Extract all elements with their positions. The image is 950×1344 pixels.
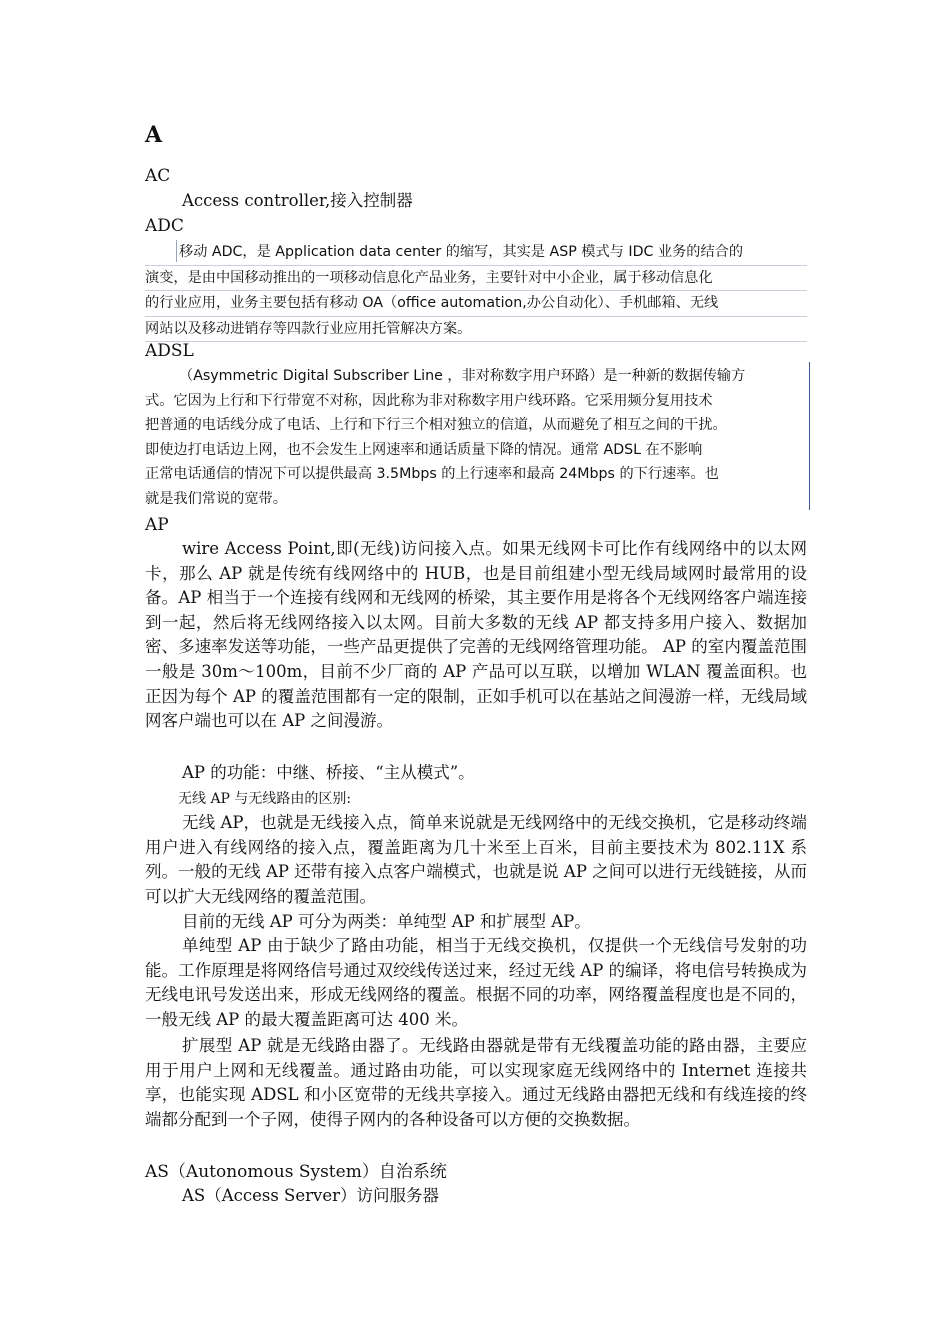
ap-extended-type: 扩展型 AP 就是无线路由器了。无线路由器就是带有无线覆盖功能的路由器，主要应用于用户上网和无线覆盖。通过路由功能，可以实现家庭无线网络中的 Internet 连接共享，也能实现 ADSL 和小区宽带的无线共享接入。通过无线路由器把无线和有线连接的终端都分配到一个子网，使得子网内的各种设备可以方便的交换数据。 — [145, 1036, 807, 1129]
term-ac: AC — [145, 166, 171, 186]
section-letter: A — [145, 122, 163, 148]
adc-line: 的行业应用，业务主要包括有移动 OA（office automation,办公自动化）、手机邮箱、无线 — [145, 291, 807, 317]
ap-difference-para: 无线 AP，也就是无线接入点，简单来说就是无线网络中的无线交换机，它是移动终端用户进入有线网络的接入点，覆盖距离为几十米至上百米，目前主要技术为 802.11X 系列。一般的无线 AP 还带有接入点客户端模式，也就是说 AP 之间可以进行无线链接，从而可以扩大无线网络的覆盖范围。 — [145, 813, 807, 906]
ap-difference-title: 无线 AP 与无线路由的区别: — [178, 791, 352, 807]
adc-line: 网站以及移动进销存等四款行业应用托管解决方案。 — [145, 317, 807, 343]
definition-ap: wire Access Point,即(无线)访问接入点。如果无线网卡可比作有线网络中的以太网卡，那么 AP 就是传统有线网络中的 HUB，也是目前组建小型无线局域网时最常用的设备。AP 相当于一个连接有线网和无线网的桥梁，其主要作用是将各个无线网络客户端连接到一起，然后将无线网络接入以太网。目前大多数的无线 AP 都支持多用户接入、数据加密、多速率发送等功能，一些产品更提供了完善的无线网络管理功能。 AP 的室内覆盖范围一般是 30m～100m，目前不少厂商的 AP 产品可以互联，以增加 WLAN 覆盖面积。也正因为每个 AP 的覆盖范围都有一定的限制，正如手机可以在基站之间漫游一样，无线局域网客户端也可以在 AP 之间漫游。 — [145, 539, 807, 731]
adc-line: 移动 ADC，是 Application data center 的缩写，其实是 ASP 模式与 IDC 业务的结合的 — [145, 240, 807, 266]
adsl-line: 式。它因为上行和下行带宽不对称，因此称为非对称数字用户线环路。它采用频分复用技术 — [145, 392, 713, 409]
ap-simple-type: 单纯型 AP 由于缺少了路由功能，相当于无线交换机，仅提供一个无线信号发射的功能。工作原理是将网络信号通过双绞线传送过来，经过无线 AP 的编译，将电信号转换成为无线电讯号发送出来，形成无线网络的覆盖。根据不同的功率，网络覆盖程度也是不同的，一般无线 AP 的最大覆盖距离可达 400 米。 — [145, 936, 807, 1029]
adsl-line: 即使边打电话边上网，也不会发生上网速率和通话质量下降的情况。通常 ADSL 在不影响 — [145, 441, 703, 458]
adsl-line: 正常电话通信的情况下可以提供最高 3.5Mbps 的上行速率和最高 24Mbps 的下行速率。也 — [145, 466, 719, 483]
term-adc: ADC — [145, 216, 184, 236]
adc-line: 演变，是由中国移动推出的一项移动信息化产品业务，主要针对中小企业，属于移动信息化 — [145, 266, 807, 292]
adsl-change-bar — [809, 362, 810, 510]
definition-ac: Access controller,接入控制器 — [182, 191, 413, 210]
adsl-line: 把普通的电话线分成了电话、上行和下行三个相对独立的信道，从而避免了相互之间的干扰。 — [145, 417, 727, 434]
term-adsl: ADSL — [145, 341, 194, 361]
adsl-line: （Asymmetric Digital Subscriber Line ，非对称数字用户环路）是一种新的数据传输方 — [179, 368, 746, 384]
definition-adsl — [145, 364, 807, 512]
ap-functions: AP 的功能：中继、桥接、“主从模式”。 — [182, 763, 475, 782]
definition-adc — [145, 240, 807, 342]
adsl-line: 就是我们常说的宽带。 — [145, 490, 287, 507]
term-as: AS（Autonomous System）自治系统 — [145, 1162, 447, 1182]
term-ap: AP — [145, 515, 169, 535]
ap-types: 目前的无线 AP 可分为两类：单纯型 AP 和扩展型 AP。 — [182, 912, 591, 931]
definition-as: AS（Access Server）访问服务器 — [182, 1186, 439, 1205]
